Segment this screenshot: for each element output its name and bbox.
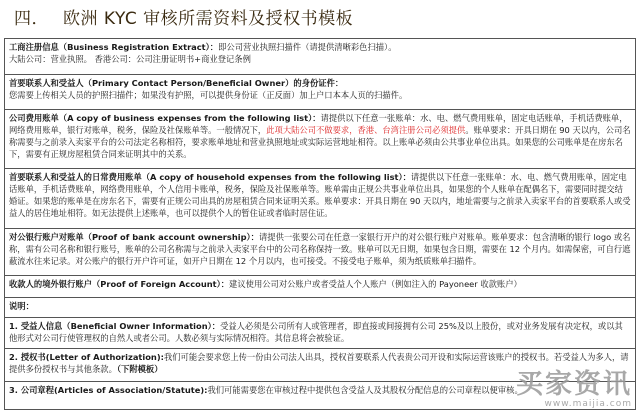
row-heading: 首要联系人和受益人（Primary Contact Person/Beneficial Owner）的身份证件： [9, 78, 344, 88]
template-note: （下附模板） [116, 364, 163, 375]
red-notice: 此项大陆公司不做要求，香港、台湾注册公司必须提供 [266, 125, 466, 136]
page-title [14, 4, 353, 29]
document-table [4, 38, 636, 410]
identity-row [5, 75, 635, 110]
row-heading: 收款人的境外银行账户（Proof of Foreign Account）： [9, 279, 230, 289]
row-text: 我们可能会要求您上传一份由公司法人出具，授权首要联系人代表贵公司开设和实际运营该账户的授权书。若受益人为多人，请提供多份授权书与其他条款。 [9, 352, 629, 375]
notes-heading-row [5, 298, 635, 318]
business-registration-row [5, 39, 635, 75]
beneficial-owner-row [5, 318, 635, 349]
row-heading: 工商注册信息（Business Registration Extract）： [9, 42, 219, 52]
row-text: 请提供一张要公司在任意一家银行开户的对公银行账户对账单。账单要求：包含清晰的银行 logo 或名称，需有公司名称和银行账号，账单的公司名称需与之前录入卖家平台中的公司名称保持一致。账单可以无日期，如果包含日期，需要在 12 个月内。如需保密，可自行遮蔽流水往来记录。对公账户的银行开户许可证，如开户日期在 12 个月以内，也可接受。不接受电子账单，须为纸质账单扫描件。 [9, 232, 631, 267]
section-number: 四． [14, 9, 49, 29]
watermark-logo [516, 371, 632, 409]
watermark-text: 买家资讯 [516, 369, 632, 400]
row-text: 请提供以下任意一张账单：水、电、燃气费用账单，固定电话账单，手机话费账单，网络费用账单，个人信用卡账单，税务，保险及社保账单等。账单需由正规公共事业单位出具，如果您的个人账单在配偶名下，需要同时提交结婚证。如果您的账单是在房东名下，需要有正规公司出具的房屋租赁合同来证明关系。账单要求：开具日期在 90 天以内，地址需要与之前录入卖家平台的首要联系人或受益人的居住地址相符。如无法提供上述账单，也可以提供个人的暂住证或者临时居住证。 [9, 172, 631, 219]
row-heading: 对公银行账户对账单（Proof of bank account ownership）： [9, 232, 259, 242]
row-text: 请提供以下任意一张账单：水、电、燃气费用账单，固定电话账单，手机话费账单，网络费用账单，银行对账单，税务，保险及社保账单等。一般情况下， [9, 113, 628, 136]
row-text: 。账单要求：开具日期在 90 天以内，公司名称需要与之前录入卖家平台的公司法定名称相符，要求账单地址和营业执照地址或实际运营地址相符。以上账单必须由公共事业单位出具。如果您的公司账单是在房东名下，需要有正规房屋租赁合同来证明其中的关系。 [9, 125, 631, 160]
bank-statement-row [5, 229, 635, 276]
business-expenses-row [5, 110, 635, 169]
row-heading: 2. 授权书(Letter of Authorization): [9, 352, 164, 362]
section-title: 欧洲 KYC 审核所需资料及授权书模板 [63, 9, 354, 29]
household-expenses-row [5, 169, 635, 229]
row-heading: 公司费用账单（A copy of business expenses from the following list）： [9, 113, 321, 123]
row-text: 您需要上传相关人员的护照扫描件；如果没有护照，可以提供身份证（正反面）加上户口本本人页的扫描件。 [9, 90, 408, 101]
row-heading: 说明： [9, 301, 34, 311]
watermark-url: www.maijia.com [544, 399, 632, 409]
row-heading: 3. 公司章程(Articles of Association/Statute): [9, 385, 208, 395]
row-text: 建议使用公司对公账户或者受益人个人账户（例如注入的 Payoneer 收款账户） [229, 279, 522, 289]
row-text: 受益人必须是公司所有人或管理者，即直接或间接拥有公司 25%及以上股份，或对业务发展有决定权，或以其他形式对公司行使管理权的自然人或者公司。人数必须与实际情况相符。其信息将会被验证。 [9, 321, 623, 344]
row-text: 我们可能需要您在审核过程中提供包含受益人及其股权分配信息的公司章程以便审核。 [207, 385, 523, 395]
row-text: 大陆公司：营业执照。 香港公司：公司注册证明书+商业登记条例 [9, 54, 251, 65]
row-heading: 首要联系人和受益人的日常费用账单（A copy of household expenses from the following list）： [9, 172, 411, 182]
foreign-account-row [5, 276, 635, 298]
row-heading: 1. 受益人信息（Beneficial Owner Information）： [9, 321, 221, 331]
row-text: 即公司营业执照扫描件（请提供清晰彩色扫描）。 [218, 42, 397, 52]
